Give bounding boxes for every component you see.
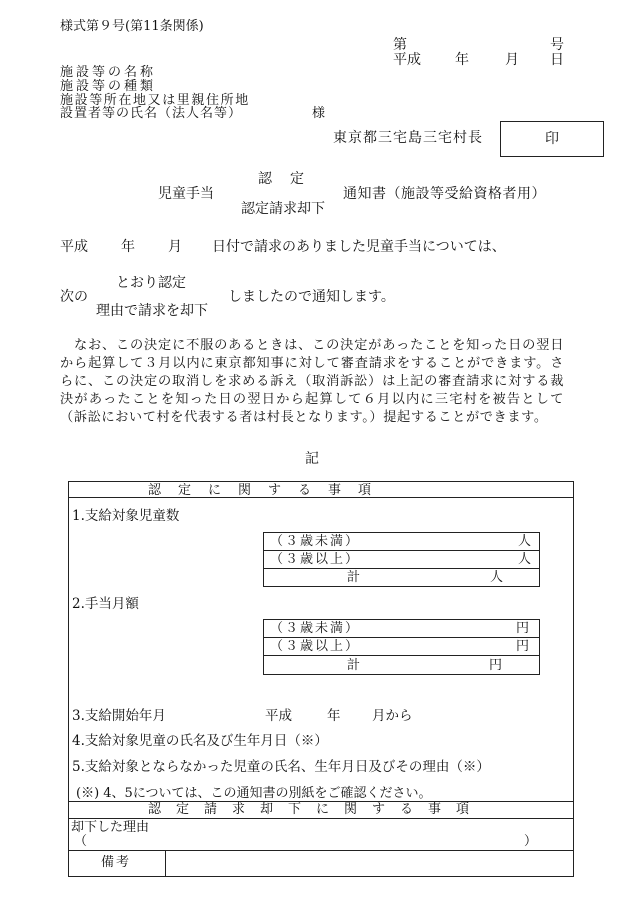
title-tsuchisho: 通知書（施設等受給資格者用） bbox=[343, 186, 546, 202]
number-go: 号 bbox=[550, 37, 564, 53]
founder-name-label: 設置者等の氏名（法人名等） bbox=[60, 106, 243, 121]
title-jidou-teate: 児童手当 bbox=[158, 186, 214, 202]
reference-note: (※) 4、5については、この通知書の別紙をご確認ください。 bbox=[76, 786, 432, 801]
ki-mark: 記 bbox=[305, 451, 319, 467]
seal-label: 印 bbox=[545, 131, 559, 147]
body-month: 月 bbox=[168, 239, 182, 255]
form-label: 様式第９号(第11条関係) bbox=[60, 19, 204, 34]
table-header-kyakka: 認 定 請 求 却 下 に 関 す る 事 項 bbox=[148, 802, 471, 817]
body-era: 平成 bbox=[60, 239, 88, 255]
count-under3-unit: 人 bbox=[518, 534, 532, 549]
count-under3-label: （３歳未満） bbox=[270, 534, 361, 549]
amount-under3-label: （３歳未満） bbox=[270, 621, 361, 636]
body-line1-rest: 日付で請求のありました児童手当については、 bbox=[212, 239, 506, 255]
item5-label: 5.支給対象とならなかった児童の氏名、生年月日及びその理由（※） bbox=[72, 759, 490, 775]
item1-label: 1.支給対象児童数 bbox=[72, 508, 180, 524]
count-total-unit: 人 bbox=[490, 570, 504, 585]
amount-total-label: 計 bbox=[347, 658, 361, 673]
facility-type-label: 施設等の種類 bbox=[60, 79, 157, 94]
item3-era: 平成 bbox=[265, 708, 292, 724]
seal-box bbox=[500, 121, 604, 157]
date-day: 日 bbox=[550, 52, 564, 68]
item4-label: 4.支給対象児童の氏名及び生年月日（※） bbox=[72, 733, 328, 749]
facility-name-label: 施設等の名称 bbox=[60, 65, 157, 80]
appeal-notice: なお、この決定に不服のあるときは、この決定があったことを知った日の翌日から起算して３月以内に東京都知事に対して審査請求をすることができます。さらに、この決定の取消しを求める訴え（取消訴訟）は上記の審査請求に対する裁決があったことを知った日の翌日から起算して６月以内に三宅村を被告として（訴訟において村を代表する者は村長となります。）提起することができます。 bbox=[60, 338, 564, 425]
item3-month: 月から bbox=[372, 708, 413, 724]
body-toori-nintei: とおり認定 bbox=[116, 275, 186, 291]
body-year: 年 bbox=[121, 239, 135, 255]
item2-label: 2.手当月額 bbox=[72, 596, 139, 612]
remarks-label: 備考 bbox=[101, 855, 132, 870]
reason-paren-close: ） bbox=[524, 834, 538, 849]
date-era: 平成 bbox=[393, 52, 421, 68]
count-over3-unit: 人 bbox=[518, 552, 532, 567]
issuer-name: 東京都三宅島三宅村長 bbox=[333, 130, 483, 146]
remarks-field bbox=[166, 851, 573, 876]
facility-address-label: 施設等所在地又は里親住所地 bbox=[60, 93, 250, 108]
title-nintei: 認 定 bbox=[258, 171, 306, 187]
item3-year: 年 bbox=[327, 708, 341, 724]
date-month: 月 bbox=[505, 52, 519, 68]
count-over3-label: （３歳以上） bbox=[270, 552, 361, 567]
date-year: 年 bbox=[455, 52, 469, 68]
kyakka-reason-label: 却下した理由 bbox=[71, 820, 150, 835]
honorific-sama: 様 bbox=[312, 106, 326, 121]
reason-paren-open: （ bbox=[74, 834, 88, 849]
amount-over3-unit: 円 bbox=[516, 639, 530, 654]
body-tsugi-no: 次の bbox=[60, 289, 88, 305]
table-header-nintei: 認 定 に 関 す る 事 項 bbox=[148, 483, 374, 498]
body-riyu-kyakka: 理由で請求を却下 bbox=[96, 303, 208, 319]
amount-under3-unit: 円 bbox=[516, 621, 530, 636]
count-total-label: 計 bbox=[347, 570, 361, 585]
amount-total-unit: 円 bbox=[489, 658, 503, 673]
title-kyakka: 認定請求却下 bbox=[241, 201, 325, 217]
item3-label: 3.支給開始年月 bbox=[72, 708, 166, 724]
amount-over3-label: （３歳以上） bbox=[270, 639, 361, 654]
body-shimashita: しましたので通知します。 bbox=[228, 289, 395, 305]
number-dai: 第 bbox=[393, 37, 407, 53]
